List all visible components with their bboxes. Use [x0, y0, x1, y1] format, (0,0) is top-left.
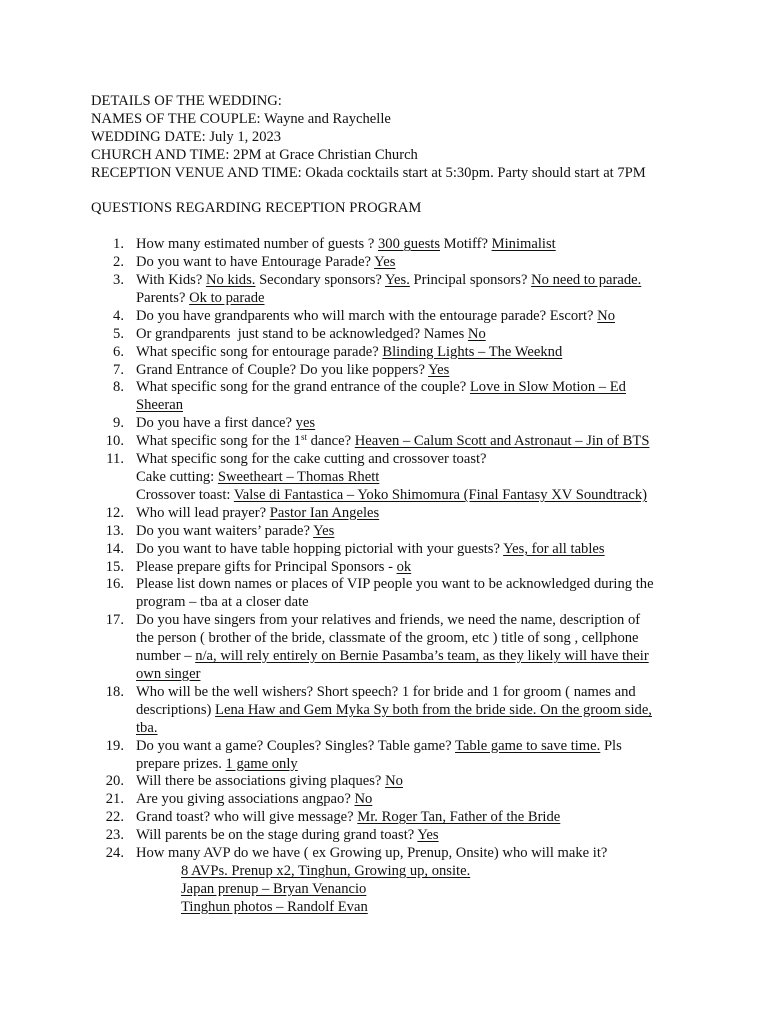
- question-text: Principal sponsors?: [409, 272, 532, 289]
- question-text: Do you have a first dance?: [136, 415, 296, 432]
- question-item-14: [91, 541, 691, 559]
- question-item-5: [91, 326, 691, 344]
- item-number: 22.: [105, 809, 124, 826]
- answer-text: tba.: [136, 719, 158, 736]
- question-text: What specific song for the cake cutting and crossover toast?: [136, 451, 487, 468]
- question-text: Please prepare gifts for Principal Sponsors -: [136, 558, 397, 575]
- question-text: Will there be associations giving plaques?: [136, 773, 386, 790]
- question-text: Do you have grandparents who will march with the entourage parade? Escort?: [136, 307, 598, 324]
- answer-text: Sheeran: [136, 397, 184, 414]
- question-item-12: [91, 505, 691, 523]
- question-item-23: [91, 827, 691, 845]
- answer-text: 8 AVPs. Prenup x2, Tinghun, Growing up, onsite.: [181, 862, 471, 879]
- question-text: How many estimated number of guests ?: [136, 236, 378, 253]
- answer-text: Minimalist: [491, 236, 556, 253]
- question-text: Who will be the well wishers? Short speech? 1 for bride and 1 for groom ( names and: [136, 683, 636, 700]
- question-text: Parents?: [136, 289, 190, 306]
- question-text: Secondary sponsors?: [255, 272, 385, 289]
- question-item-20: [91, 773, 691, 791]
- question-text: How many AVP do we have ( ex Growing up, Prenup, Onsite) who will make it?: [136, 845, 608, 862]
- answer-text: No kids.: [205, 272, 256, 289]
- item-number: 18.: [105, 683, 124, 700]
- question-text: Pls: [600, 737, 622, 754]
- question-text: Do you want to have Entourage Parade?: [136, 254, 375, 271]
- answer-text: Table game to save time.: [455, 737, 601, 754]
- answer-text: own singer: [136, 665, 201, 682]
- item-number: 6.: [113, 343, 124, 360]
- answer-text: No: [597, 307, 616, 324]
- question-item-19: [91, 738, 691, 774]
- question-text: Crossover toast:: [136, 486, 234, 503]
- answer-text: Yes: [428, 361, 450, 378]
- answer-text: n/a, will rely entirely on Bernie Pasamba’s team, as they likely will have their: [195, 648, 649, 665]
- question-text: Do you have singers from your relatives and friends, we need the name, description of: [136, 612, 641, 629]
- question-text: prepare prizes.: [136, 755, 226, 772]
- question-text: the person ( brother of the bride, classmate of the groom, etc ) title of song , cellphone: [136, 630, 639, 647]
- question-item-6: [91, 344, 691, 362]
- details-heading: DETAILS OF THE WEDDING:: [91, 93, 282, 109]
- item-number: 7.: [113, 361, 124, 378]
- item-number: 12.: [105, 504, 124, 521]
- answer-text: Tinghun photos – Randolf Evan: [181, 898, 368, 915]
- question-text: What specific song for the grand entrance of the couple?: [136, 379, 470, 396]
- superscript-text: st: [300, 432, 307, 443]
- item-number: 17.: [105, 612, 124, 629]
- question-text: number –: [136, 648, 196, 665]
- question-text: Who will lead prayer?: [136, 504, 270, 521]
- question-item-2: [91, 254, 691, 272]
- question-item-16: [91, 576, 691, 612]
- answer-text: No: [354, 791, 373, 808]
- question-item-8: [91, 379, 691, 415]
- item-number: 3.: [113, 272, 124, 289]
- question-item-17: [91, 612, 691, 684]
- answer-text: Yes: [313, 522, 335, 539]
- answer-text: Blinding Lights – The Weeknd: [382, 343, 563, 360]
- item-number: 13.: [105, 522, 124, 539]
- question-item-7: [91, 362, 691, 380]
- item-number: 15.: [105, 558, 124, 575]
- question-text: What specific song for the 1: [136, 433, 301, 450]
- question-item-10: [91, 433, 691, 451]
- question-item-4: [91, 308, 691, 326]
- item-number: 16.: [105, 576, 124, 593]
- question-list: [91, 236, 691, 916]
- answer-text: yes: [295, 415, 316, 432]
- item-number: 24.: [105, 845, 124, 862]
- question-text: Please list down names or places of VIP people you want to be acknowledged during the: [136, 576, 654, 593]
- item-number: 2.: [113, 254, 124, 271]
- couple-names: NAMES OF THE COUPLE: Wayne and Raychelle: [91, 110, 391, 127]
- item-number: 20.: [105, 773, 124, 790]
- question-item-18: [91, 684, 691, 738]
- answer-text: 300 guests: [377, 236, 440, 253]
- question-item-11: [91, 451, 691, 505]
- wedding-date: WEDDING DATE: July 1, 2023: [91, 128, 282, 145]
- answer-text: No: [385, 773, 403, 790]
- question-text: Do you want to have table hopping pictorial with your guests?: [136, 540, 504, 557]
- question-item-9: [91, 415, 691, 433]
- item-number: 9.: [113, 415, 124, 432]
- answer-text: Love in Slow Motion – Ed: [469, 379, 626, 396]
- question-text: Do you want waiters’ parade?: [136, 522, 314, 539]
- answer-text: No need to parade.: [531, 272, 642, 289]
- question-item-13: [91, 523, 691, 541]
- question-text: Do you want a game? Couples? Singles? Table game?: [136, 737, 456, 754]
- answer-text: Heaven – Calum Scott and Astronaut – Jin of BTS: [354, 433, 650, 450]
- question-text: Are you giving associations angpao?: [136, 791, 355, 808]
- question-text: Motiff?: [440, 236, 492, 253]
- reception-venue: RECEPTION VENUE AND TIME: Okada cocktails start at 5:30pm. Party should start at 7PM: [91, 164, 646, 181]
- question-text: What specific song for entourage parade?: [136, 343, 383, 360]
- item-number: 14.: [105, 540, 124, 557]
- item-number: 11.: [106, 451, 124, 468]
- church-and-time: CHURCH AND TIME: 2PM at Grace Christian Church: [91, 146, 418, 163]
- answer-text: Yes: [374, 254, 396, 271]
- answer-text: Mr. Roger Tan, Father of the Bride: [357, 809, 561, 826]
- question-item-22: [91, 809, 691, 827]
- question-item-24: [91, 845, 691, 917]
- question-text: Grand toast? who will give message?: [136, 809, 358, 826]
- answer-text: Lena Haw and Gem Myka Sy both from the bride side. On the groom side,: [215, 701, 652, 718]
- question-item-1: [91, 236, 691, 254]
- section-title: QUESTIONS REGARDING RECEPTION PROGRAM: [91, 200, 422, 217]
- item-number: 19.: [105, 737, 124, 754]
- item-number: 4.: [113, 307, 124, 324]
- item-number: 23.: [105, 827, 124, 844]
- question-text: With Kids?: [136, 272, 206, 289]
- answer-text: Pastor Ian Angeles: [269, 504, 380, 521]
- question-text: Or grandparents just stand to be acknowledged? Names: [136, 325, 468, 342]
- answer-text: Sweetheart – Thomas Rhett: [217, 469, 380, 485]
- spacer: [91, 183, 691, 201]
- question-text: dance?: [306, 433, 355, 450]
- question-item-15: [91, 559, 691, 577]
- item-number: 21.: [105, 791, 124, 808]
- question-item-21: [91, 791, 691, 809]
- answer-text: Yes: [417, 827, 439, 844]
- document-body: [91, 93, 691, 917]
- question-text: Will parents be on the stage during grand toast?: [136, 827, 418, 844]
- question-text: program – tba at a closer date: [136, 594, 309, 611]
- answer-text: Valse di Fantastica – Yoko Shimomura (Final Fantasy XV Soundtrack): [233, 486, 648, 503]
- answer-text: ok: [396, 558, 412, 575]
- answer-text: No: [467, 325, 486, 342]
- answer-text: 1 game only: [225, 755, 298, 772]
- question-text: Cake cutting:: [136, 469, 218, 485]
- answer-text: Japan prenup – Bryan Venancio: [181, 880, 367, 897]
- answer-text: Yes, for all tables: [503, 540, 605, 557]
- answer-text: Yes.: [384, 272, 410, 289]
- spacer: [91, 218, 691, 236]
- item-number: 1.: [113, 236, 124, 253]
- question-item-3: [91, 272, 691, 308]
- item-number: 10.: [105, 433, 124, 450]
- question-text: Grand Entrance of Couple? Do you like poppers?: [136, 361, 429, 378]
- question-text: descriptions): [136, 701, 216, 718]
- item-number: 5.: [113, 325, 124, 342]
- answer-text: Ok to parade: [189, 289, 265, 306]
- item-number: 8.: [113, 379, 124, 396]
